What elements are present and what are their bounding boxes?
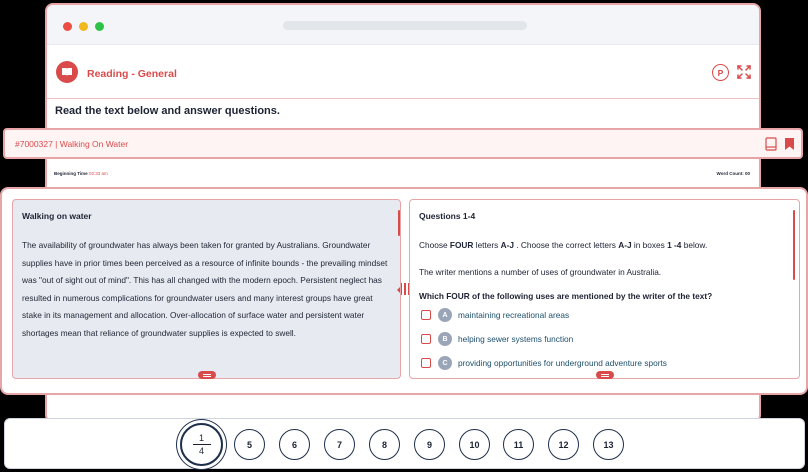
timer-bar [54,171,754,179]
address-bar[interactable] [283,21,527,30]
option-b-text: helping sewer systems function [458,334,574,344]
questions-intro: The writer mentions a number of uses of groundwater in Australia. [419,267,662,277]
questions-instruction: Choose FOUR letters A-J . Choose the correct letters A-J in boxes 1 -4 below. [419,240,708,250]
app-title: Reading - General [87,68,177,80]
question-id-title: #7000327 | Walking On Water [15,139,129,149]
passage-text: The availability of groundwater has always been taken for granted by Australians. Groundwater supplies have in prior times been perceived as a resource of infinite bounds - the prevailing mindset was "out of sight out of mind". This has all changed with the modern epoch. Persistent neglect has resulted in numerous complications for groundwater users and many interest groups have great stake in its management and allocation. Over-allocation of surface water and persistent water shortages mean that reliance of groundwater supplies is expected to swell. [22,240,388,338]
close-window-dot[interactable] [63,22,72,31]
passage-scrollbar[interactable] [398,210,400,236]
option-a-checkbox[interactable] [421,310,431,320]
option-a-text: maintaining recreational areas [458,310,570,320]
question-navigation [4,418,805,469]
passage-title: Walking on water [22,211,92,221]
document-icon[interactable] [765,137,777,151]
option-b-checkbox[interactable] [421,334,431,344]
maximize-window-dot[interactable] [95,22,104,31]
nav-page-6[interactable]: 6 [279,429,310,460]
nav-page-8[interactable]: 8 [369,429,400,460]
option-a-letter: A [438,308,452,322]
option-c-checkbox[interactable] [421,358,431,368]
book-icon [56,61,78,83]
option-c-text: providing opportunities for underground adventure sports [458,358,667,368]
questions-scrollbar[interactable] [793,210,795,280]
nav-page-12[interactable]: 12 [548,429,579,460]
nav-page-10[interactable]: 10 [459,429,490,460]
questions-prompt: Which FOUR of the following uses are mentioned by the writer of the text? [419,291,713,301]
nav-page-5[interactable]: 5 [234,429,265,460]
fullscreen-icon[interactable] [737,65,751,79]
question-bar [3,128,803,159]
questions-resize-grip[interactable] [596,371,614,379]
word-count: Word Count: 00 [716,171,750,176]
nav-current-group[interactable]: 1 4 [180,423,223,466]
bookmark-icon[interactable] [784,137,795,151]
window-titlebar [47,5,759,45]
passage-resize-grip[interactable] [198,371,216,379]
nav-page-11[interactable]: 11 [503,429,534,460]
questions-title: Questions 1-4 [419,211,476,221]
nav-page-9[interactable]: 9 [414,429,445,460]
app-header [47,45,759,99]
beginning-time: Beginning Time 02:33 am [54,171,108,176]
minimize-window-dot[interactable] [79,22,88,31]
profile-button[interactable]: P [712,64,729,81]
option-c-letter: C [438,356,452,370]
reading-content-area [0,187,808,395]
page-instruction: Read the text below and answer questions. [55,105,280,117]
nav-page-7[interactable]: 7 [324,429,355,460]
option-b-letter: B [438,332,452,346]
nav-page-13[interactable]: 13 [593,429,624,460]
passage-pane[interactable] [12,199,401,379]
questions-pane[interactable] [409,199,800,379]
